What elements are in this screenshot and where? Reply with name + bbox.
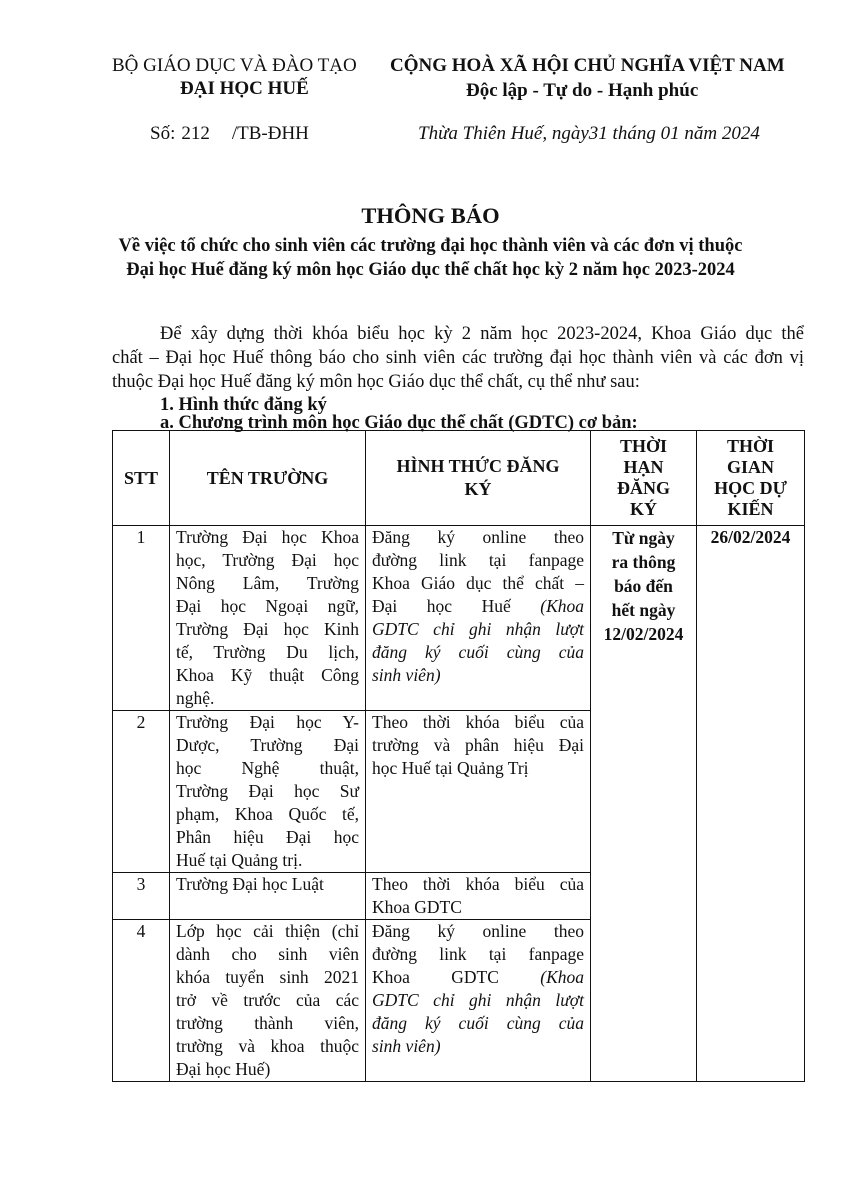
school-line: dành cho sinh viên	[176, 944, 359, 964]
month-label: tháng	[612, 123, 656, 144]
number-value: 212	[181, 123, 210, 144]
header-deadline-line: THỜI	[619, 436, 667, 456]
method-line: Khoa GDTC	[372, 897, 462, 917]
school-line: Huế tại Quảng trị.	[176, 850, 303, 870]
section-1-heading: 1. Hình thức đăng ký	[160, 395, 327, 415]
method-line: đường link tại fanpage	[372, 944, 584, 964]
method-line: Khoa Giáo dục thể chất –	[372, 573, 584, 593]
table-row	[113, 526, 805, 711]
number-label: Số:	[150, 123, 176, 144]
row-stt: 3	[113, 873, 170, 920]
deadline-line: ra thông	[611, 552, 676, 572]
header-expected-study-time	[697, 431, 805, 526]
document-number	[150, 123, 309, 145]
method-note: (Khoa	[540, 967, 585, 987]
method-line: học Huế tại Quảng Trị	[372, 758, 529, 778]
school-line: Phân hiệu Đại học	[176, 827, 359, 847]
document-title: THÔNG BÁO	[361, 203, 500, 228]
row-school	[170, 920, 366, 1082]
school-line: nghệ.	[176, 688, 215, 708]
school-line: Nông Lâm, Trường	[176, 573, 359, 593]
method-line: đường link tại fanpage	[372, 550, 584, 570]
registration-table	[112, 430, 805, 1082]
school-line: Dược, Trường Đại	[176, 735, 359, 755]
row-method	[366, 711, 591, 873]
method-line: Theo thời khóa biểu của	[372, 712, 584, 732]
date-month: 01	[660, 123, 680, 144]
header-registration-deadline	[591, 431, 697, 526]
method-line: Đăng ký online theo	[372, 527, 584, 547]
school-line: phạm, Khoa Quốc tế,	[176, 804, 359, 824]
method-note: (Khoa	[540, 596, 584, 616]
row-school	[170, 711, 366, 873]
deadline-line: hết ngày	[611, 600, 676, 620]
school-line: học, Trường Đại học	[176, 550, 359, 570]
row-method	[366, 526, 591, 711]
row-stt: 1	[113, 526, 170, 711]
method-note: sinh viên)	[372, 1036, 441, 1056]
school-line: Lớp học cải thiện (chỉ	[176, 921, 359, 941]
method-line: Đại học Huế	[372, 596, 511, 616]
method-line: Khoa GDTC	[372, 967, 499, 987]
section-1a-heading: a. Chương trình môn học Giáo dục thể chất (GDTC) cơ bản:	[160, 413, 638, 433]
method-note: đăng ký cuối cùng của	[372, 1013, 584, 1033]
method-line: Theo thời khóa biểu của	[372, 874, 584, 894]
header-deadline-line: HẠN	[623, 457, 664, 477]
header-school-name: TÊN TRƯỜNG	[170, 431, 366, 526]
intro-line-3: thuộc Đại học Huế đăng ký môn học Giáo dục thể chất, cụ thể như sau:	[112, 372, 640, 392]
deadline-line: Từ ngày	[612, 528, 675, 548]
method-note: đăng ký cuối cùng của	[372, 642, 584, 662]
row-stt: 2	[113, 711, 170, 873]
registration-deadline-cell	[591, 526, 697, 1082]
intro-paragraph	[112, 322, 804, 394]
subject-line-1: Về việc tổ chức cho sinh viên các trường đại học thành viên và các đơn vị thuộc	[118, 236, 743, 256]
place-date	[418, 123, 760, 145]
school-line: Đại học Huế)	[176, 1059, 271, 1079]
header-method-line: KÝ	[464, 479, 492, 499]
header-deadline-line: ĐĂNG	[617, 478, 670, 498]
school-line: Trường Đại học Kinh	[176, 619, 359, 639]
header-study-line: GIAN	[726, 457, 774, 477]
ministry-name: BỘ GIÁO DỤC VÀ ĐÀO TẠO	[112, 55, 357, 76]
header-study-line: THỜI	[726, 436, 774, 456]
document-code: /TB-ĐHH	[231, 123, 309, 144]
method-line: Đăng ký online theo	[372, 921, 584, 941]
row-school	[170, 526, 366, 711]
subject-line-2: Đại học Huế đăng ký môn học Giáo dục thể chất học kỳ 2 năm học 2023-2024	[126, 260, 735, 280]
school-line: trường thành viên,	[176, 1013, 359, 1033]
school-line: Trường Đại học Luật	[176, 874, 324, 894]
school-line: Trường Đại học Sư	[176, 781, 359, 801]
header-stt: STT	[113, 431, 170, 526]
school-line: học Nghệ thuật,	[176, 758, 359, 778]
university-name: ĐẠI HỌC HUẾ	[180, 78, 309, 99]
deadline-line: 12/02/2024	[603, 624, 684, 644]
national-motto: Độc lập - Tự do - Hạnh phúc	[466, 80, 699, 101]
header-study-line: KIẾN	[727, 499, 774, 519]
table-header-row	[113, 431, 805, 526]
deadline-line: báo đến	[614, 576, 673, 596]
header-registration-method	[366, 431, 591, 526]
row-school	[170, 873, 366, 920]
method-note: GDTC chỉ ghi nhận lượt	[372, 619, 584, 639]
row-stt: 4	[113, 920, 170, 1082]
expected-study-time-cell: 26/02/2024	[697, 526, 805, 1082]
school-line: khóa tuyển sinh 2021	[176, 967, 359, 987]
method-line: trường và phân hiệu Đại	[372, 735, 584, 755]
header-study-line: HỌC DỰ	[714, 478, 787, 498]
intro-line-2: chất – Đại học Huế thông báo cho sinh viên các trường đại học thành viên và các đơn vị	[112, 348, 804, 368]
school-line: Khoa Kỹ thuật Công	[176, 665, 359, 685]
header-deadline-line: KÝ	[630, 499, 657, 519]
republic-name: CỘNG HOÀ XÃ HỘI CHỦ NGHĨA VIỆT NAM	[390, 55, 785, 76]
place-date-prefix: Thừa Thiên Huế, ngày	[418, 123, 589, 144]
year-label: năm	[684, 123, 718, 144]
school-line: trường và khoa thuộc	[176, 1036, 359, 1056]
method-note: GDTC chỉ ghi nhận lượt	[372, 990, 584, 1010]
header-method-line: HÌNH THỨC ĐĂNG	[396, 456, 560, 476]
school-line: Đại học Ngoại ngữ,	[176, 596, 359, 616]
school-line: Trường Đại học Khoa	[176, 527, 359, 547]
intro-line-1: Để xây dựng thời khóa biểu học kỳ 2 năm học 2023-2024, Khoa Giáo dục thể	[160, 324, 804, 344]
date-day: 31	[588, 123, 608, 144]
date-year: 2024	[721, 123, 760, 144]
school-line: Trường Đại học Y-	[176, 712, 359, 732]
row-method	[366, 873, 591, 920]
method-note: sinh viên)	[372, 665, 441, 685]
row-method	[366, 920, 591, 1082]
school-line: trở về trước của các	[176, 990, 359, 1010]
school-line: tế, Trường Du lịch,	[176, 642, 359, 662]
